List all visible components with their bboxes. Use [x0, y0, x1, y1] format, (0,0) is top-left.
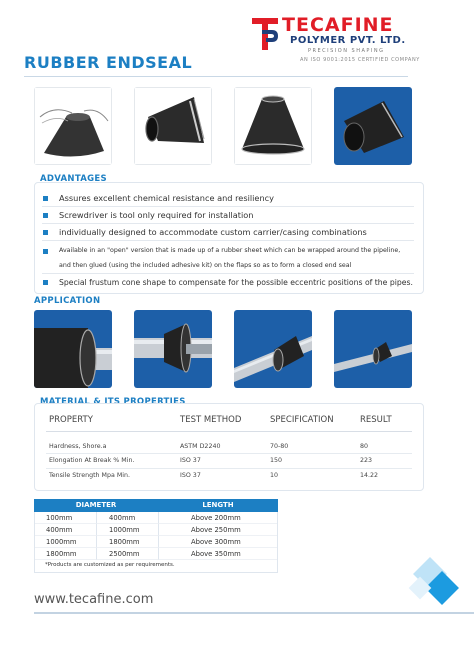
bullet-square-icon: [43, 280, 48, 285]
column-header: PROPERTY: [46, 409, 180, 431]
advantage-item: individually designed to accommodate custom carrier/casing combinations: [42, 224, 414, 241]
table-header-row: [46, 409, 412, 431]
customization-note: *Products are customized as per requirements.: [45, 562, 175, 568]
company-logo: [250, 14, 455, 74]
logo-name: TECAFINE: [282, 14, 394, 36]
dimensions-body: [34, 512, 278, 573]
application-photo-far: [334, 310, 412, 388]
advantage-item: Available in an "open" version that is made up of a rubber sheet which can be wrapped around the pipeline, and then glued (using the included adhesive kit) on the flaps so as to form a closed end seal: [42, 241, 414, 274]
table-row: Hardness, Shore.a ASTM D2240 70-80 80: [46, 431, 412, 453]
material-heading: MATERIAL & ITS PROPERTIES: [40, 397, 186, 407]
title-divider: [24, 76, 408, 77]
advantage-item: Screwdriver is tool only required for installation: [42, 207, 414, 224]
product-photo-open-sheet: [34, 87, 112, 165]
diameter-header: DIAMETER: [75, 501, 117, 509]
advantages-heading: ADVANTAGES: [40, 174, 107, 184]
table-row: 1800mm 2500mm Above 350mm: [35, 548, 277, 560]
table-row: 100mm 400mm Above 200mm: [35, 512, 277, 524]
length-header: LENGTH: [202, 501, 234, 509]
application-photo-long: [234, 310, 312, 388]
properties-table: [46, 409, 412, 483]
logo-subtitle: POLYMER PVT. LTD.: [290, 35, 406, 46]
advantage-item: Special frustum cone shape to compensate for the possible eccentric positions of the pipes.: [42, 274, 414, 291]
table-row: Elongation At Break % Min. ISO 37 150 223: [46, 453, 412, 468]
logo-tagline: PRECISION SHAPING: [308, 48, 385, 54]
application-photo-row: [34, 310, 412, 388]
application-photo-mid: [134, 310, 212, 388]
logo-iso-line: AN ISO 9001:2015 CERTIFIED COMPANY: [300, 57, 420, 63]
product-photo-row: [34, 87, 412, 165]
column-header: TEST METHOD: [180, 409, 270, 431]
bullet-square-icon: [43, 196, 48, 201]
website-url: www.tecafine.com: [34, 592, 154, 607]
table-row: 400mm 1000mm Above 250mm: [35, 524, 277, 536]
product-photo-cone-angled: [334, 87, 412, 165]
advantages-list: [42, 190, 414, 291]
dimensions-header: [34, 499, 278, 512]
table-row: 1000mm 1800mm Above 300mm: [35, 536, 277, 548]
decorative-diamonds-icon: [404, 556, 464, 616]
footer-divider: [34, 612, 474, 614]
application-heading: APPLICATION: [34, 296, 101, 306]
advantage-item: Assures excellent chemical resistance and resiliency: [42, 190, 414, 207]
page-title: RUBBER ENDSEAL: [24, 53, 193, 72]
product-photo-cone-side: [134, 87, 212, 165]
tecafine-logo-icon: [250, 16, 280, 52]
bullet-square-icon: [43, 249, 48, 254]
table-row: Tensile Strength Mpa Min. ISO 37 10 14.22: [49, 472, 379, 480]
column-header: SPECIFICATION: [270, 409, 360, 431]
bullet-square-icon: [43, 213, 48, 218]
product-photo-cone-front: [234, 87, 312, 165]
dimensions-table: [34, 499, 278, 573]
bullet-square-icon: [43, 230, 48, 235]
application-photo-closeup: [34, 310, 112, 388]
column-header: RESULT: [360, 409, 412, 431]
